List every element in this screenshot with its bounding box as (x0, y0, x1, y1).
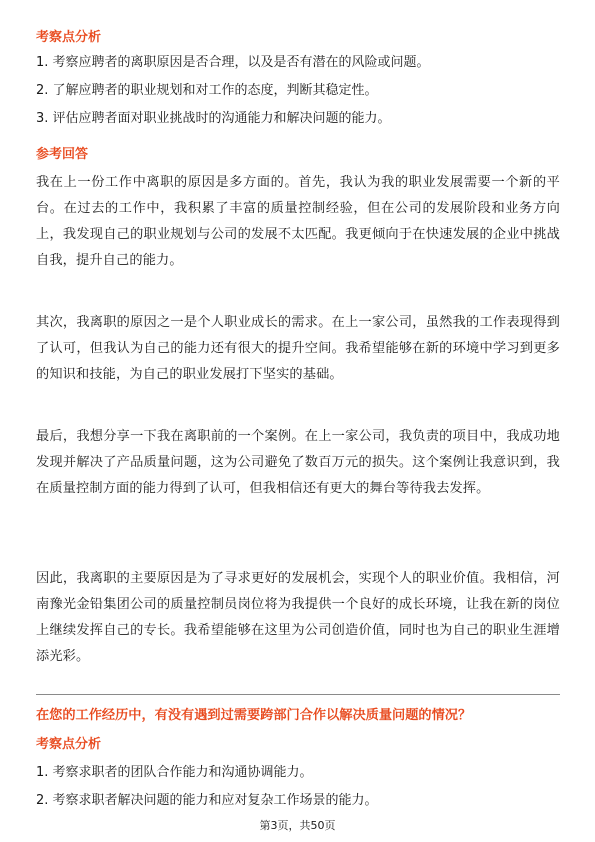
analysis-item: 1. 考察求职者的团队合作能力和沟通协调能力。 (36, 765, 313, 780)
answer-paragraph: 我在上一份工作中离职的原因是多方面的。首先，我认为我的职业发展需要一个新的平台。在过去的工作中，我积累了丰富的质量控制经验，但在公司的发展阶段和业务方向上，我发现自己的职业规划与公司的发展不太匹配。我更倾向于在快速发展的企业中挑战自我，提升自己的能力。 (36, 175, 560, 268)
analysis-heading: 考察点分析 (36, 30, 102, 45)
answer-heading: 参考回答 (36, 147, 89, 162)
answer-paragraph: 其次，我离职的原因之一是个人职业成长的需求。在上一家公司，虽然我的工作表现得到了认可，但我认为自己的能力还有很大的提升空间。我希望能够在新的环境中学习到更多的知识和技能，为自己的职业发展打下坚实的基础。 (36, 315, 560, 382)
answer-paragraph: 因此，我离职的主要原因是为了寻求更好的发展机会，实现个人的职业价值。我相信，河南豫光金铅集团公司的质量控制员岗位将为我提供一个良好的成长环境，让我在新的岗位上继续发挥自己的专长。我希望能够在这里为公司创造价值，同时也为自己的职业生涯增添光彩。 (36, 571, 560, 664)
analysis-item: 2. 考察求职者解决问题的能力和应对复杂工作场景的能力。 (36, 793, 378, 808)
analysis-item: 3. 评估应聘者面对职业挑战时的沟通能力和解决问题的能力。 (36, 111, 391, 126)
answer-paragraph: 最后，我想分享一下我在离职前的一个案例。在上一家公司，我负责的项目中，我成功地发现并解决了产品质量问题，这为公司避免了数百万元的损失。这个案例让我意识到，我在质量控制方面的能力得到了认可，但我相信还有更大的舞台等待我去发挥。 (36, 429, 560, 496)
section-divider (36, 694, 560, 695)
analysis-item: 2. 了解应聘者的职业规划和对工作的态度，判断其稳定性。 (36, 83, 378, 98)
page-number: 第3页，共50页 (259, 819, 336, 832)
analysis-item: 1. 考察应聘者的离职原因是否合理，以及是否有潜在的风险或问题。 (36, 55, 430, 70)
analysis-heading: 考察点分析 (36, 737, 102, 752)
interview-question: 在您的工作经历中，有没有遇到过需要跨部门合作以解决质量问题的情况？ (36, 708, 472, 723)
